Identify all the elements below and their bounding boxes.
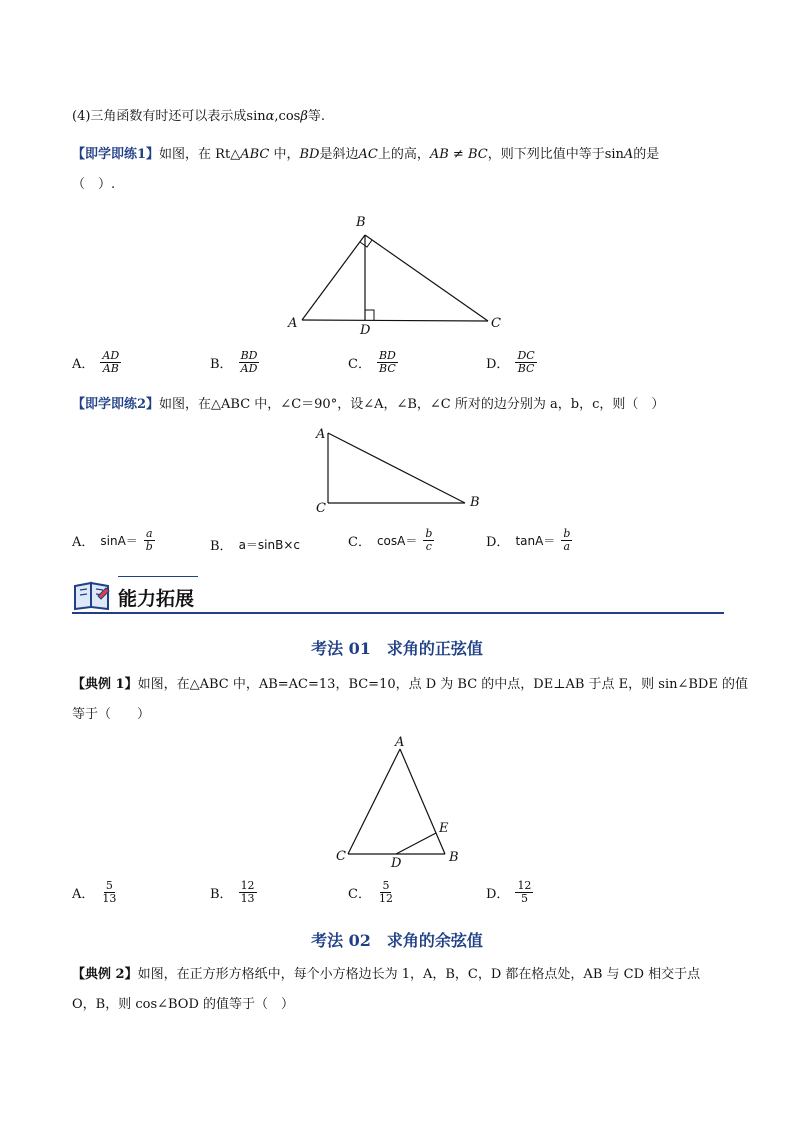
ex1-ac: AC — [358, 147, 378, 162]
ex1-option-a[interactable] — [72, 350, 121, 375]
example-2-tag: 【典例 2】 — [72, 967, 138, 982]
side-ac — [302, 320, 488, 321]
label-b: B — [449, 850, 459, 865]
ex1-text-b: 中， — [269, 147, 300, 162]
fraction — [239, 880, 257, 905]
fraction — [144, 528, 155, 553]
numerator: b — [563, 527, 571, 540]
fraction — [561, 528, 572, 553]
intro-end: 等. — [307, 109, 325, 124]
method-2-title: 考法 02 求角的余弦值 — [311, 931, 483, 950]
header-bottom-rule — [72, 612, 724, 614]
option-expression: a＝sinB×c — [238, 538, 300, 552]
label-c: C — [336, 849, 346, 864]
fraction — [423, 528, 434, 553]
numerator: DC — [517, 349, 535, 362]
option-letter: B． — [210, 357, 233, 372]
denominator: 13 — [102, 892, 117, 905]
header-top-rule — [118, 576, 198, 577]
right-angle-b — [360, 240, 372, 247]
segment-de — [396, 833, 436, 854]
option-expression: sinA＝ — [100, 534, 138, 548]
ex1-option-d[interactable] — [486, 350, 537, 375]
label-a: A — [316, 427, 326, 442]
label-b: B — [356, 215, 366, 230]
fraction — [100, 350, 121, 375]
ex3-option-d[interactable] — [486, 880, 533, 905]
ex2-option-c[interactable] — [348, 528, 434, 553]
denominator: BC — [379, 362, 396, 375]
ex3-option-b[interactable] — [210, 880, 257, 905]
right-angle-d — [365, 310, 374, 320]
ex2-option-a[interactable] — [72, 528, 155, 553]
example-2-line2: O，B，则 cos∠BOD 的值等于（ ） — [72, 997, 295, 1012]
fraction — [100, 880, 118, 905]
side-ac — [348, 749, 400, 854]
denominator: 5 — [520, 892, 528, 905]
denominator: AB — [102, 362, 119, 375]
ex1-neq: AB ≠ BC — [429, 147, 488, 162]
label-b: B — [470, 495, 480, 510]
denominator: 12 — [378, 892, 393, 905]
intro-text: (4)三角函数有时还可以表示成 — [72, 109, 247, 124]
ex2-option-b[interactable] — [210, 535, 300, 554]
option-letter: A． — [72, 535, 95, 550]
ex1-text-d: 上的高， — [377, 147, 430, 162]
example-1-line1: 如图，在△ABC 中，AB=AC=13，BC=10，点 D 为 BC 的中点，DE⊥AB 于点 E，则 sin∠BDE 的值 — [137, 677, 748, 692]
label-a: A — [395, 735, 405, 750]
numerator: AD — [102, 349, 120, 362]
ex3-option-a[interactable] — [72, 880, 118, 905]
side-bc — [365, 235, 488, 321]
book-icon — [72, 578, 114, 612]
side-ab — [302, 235, 365, 320]
section-title: 能力拓展 — [118, 588, 195, 610]
denominator: AD — [240, 362, 258, 375]
numerator: 12 — [517, 879, 532, 892]
label-e: E — [439, 821, 449, 836]
example-1-line2: 等于（ ） — [72, 707, 151, 722]
example-1-text — [72, 676, 748, 694]
label-d: D — [360, 323, 371, 338]
figure-right-triangle-altitude — [280, 210, 520, 340]
numerator: a — [146, 527, 153, 540]
ex1-a: A — [623, 147, 634, 162]
ex2-text: 如图，在△ABC 中，∠C＝90°，设∠A，∠B，∠C 所对的边分别为 a，b，c，则（ ） — [159, 397, 665, 412]
section-header — [72, 576, 724, 616]
exercise-1-text — [72, 146, 659, 164]
option-letter: D． — [486, 535, 510, 550]
numerator: BD — [240, 349, 258, 362]
method-1-title: 考法 01 求角的正弦值 — [311, 639, 483, 658]
denominator: c — [425, 540, 432, 553]
figure-right-triangle-c — [310, 420, 490, 520]
beta-symbol: β — [300, 109, 308, 124]
fraction — [377, 350, 398, 375]
option-letter: C． — [348, 357, 371, 372]
option-letter: A． — [72, 887, 95, 902]
fraction — [239, 350, 260, 375]
ex1-text-a: 如图，在 Rt△ — [159, 147, 241, 162]
option-letter: D． — [486, 887, 510, 902]
side-ab — [400, 749, 445, 854]
ex1-option-c[interactable] — [348, 350, 398, 375]
sin-text: sin — [246, 109, 266, 124]
ex1-bd: BD — [299, 147, 320, 162]
numerator: BD — [378, 349, 396, 362]
side-ab — [328, 433, 465, 503]
option-letter: C． — [348, 535, 371, 550]
ex1-text-f: 的是 — [633, 147, 660, 162]
label-c: C — [491, 316, 501, 331]
option-letter: B． — [210, 887, 233, 902]
ex3-option-c[interactable] — [348, 880, 395, 905]
example-2-text — [72, 966, 700, 984]
exercise-1-paren: （ ）. — [72, 177, 116, 192]
figure-isosceles-triangle — [330, 734, 470, 869]
example-2-line1: 如图，在正方形方格纸中，每个小方格边长为 1，A，B，C，D 都在格点处，AB 与 CD 相交于点 — [137, 967, 701, 982]
ex1-text-e: ，则下列比值中等于sin — [487, 147, 624, 162]
exercise-1-tag: 【即学即练1】 — [72, 147, 160, 162]
fraction — [515, 350, 536, 375]
exercise-2-text — [72, 396, 664, 414]
numerator: 12 — [240, 879, 255, 892]
example-1-tag: 【典例 1】 — [72, 677, 138, 692]
cos-text: ,cos — [274, 109, 301, 124]
numerator: b — [425, 527, 433, 540]
denominator: a — [563, 540, 571, 553]
ex1-text-c: 是斜边 — [319, 147, 359, 162]
numerator: 5 — [105, 879, 113, 892]
label-d: D — [391, 856, 402, 869]
denominator: b — [145, 540, 153, 553]
exercise-2-tag: 【即学即练2】 — [72, 397, 160, 412]
ex1-option-b[interactable] — [210, 350, 259, 375]
label-a: A — [288, 316, 298, 331]
option-letter: A． — [72, 357, 95, 372]
fraction — [515, 880, 533, 905]
alpha-symbol: α — [265, 109, 275, 124]
fraction — [377, 880, 395, 905]
ex2-option-d[interactable] — [486, 528, 572, 553]
denominator: BC — [517, 362, 535, 375]
intro-line-4 — [72, 108, 325, 126]
option-expression: cosA＝ — [376, 534, 418, 548]
option-expression: tanA＝ — [515, 534, 556, 548]
denominator: 13 — [240, 892, 255, 905]
ex1-abc: ABC — [240, 147, 270, 162]
option-letter: C． — [348, 887, 371, 902]
numerator: 5 — [382, 879, 390, 892]
label-c: C — [316, 501, 326, 516]
option-letter: B． — [210, 539, 233, 554]
option-letter: D． — [486, 357, 510, 372]
